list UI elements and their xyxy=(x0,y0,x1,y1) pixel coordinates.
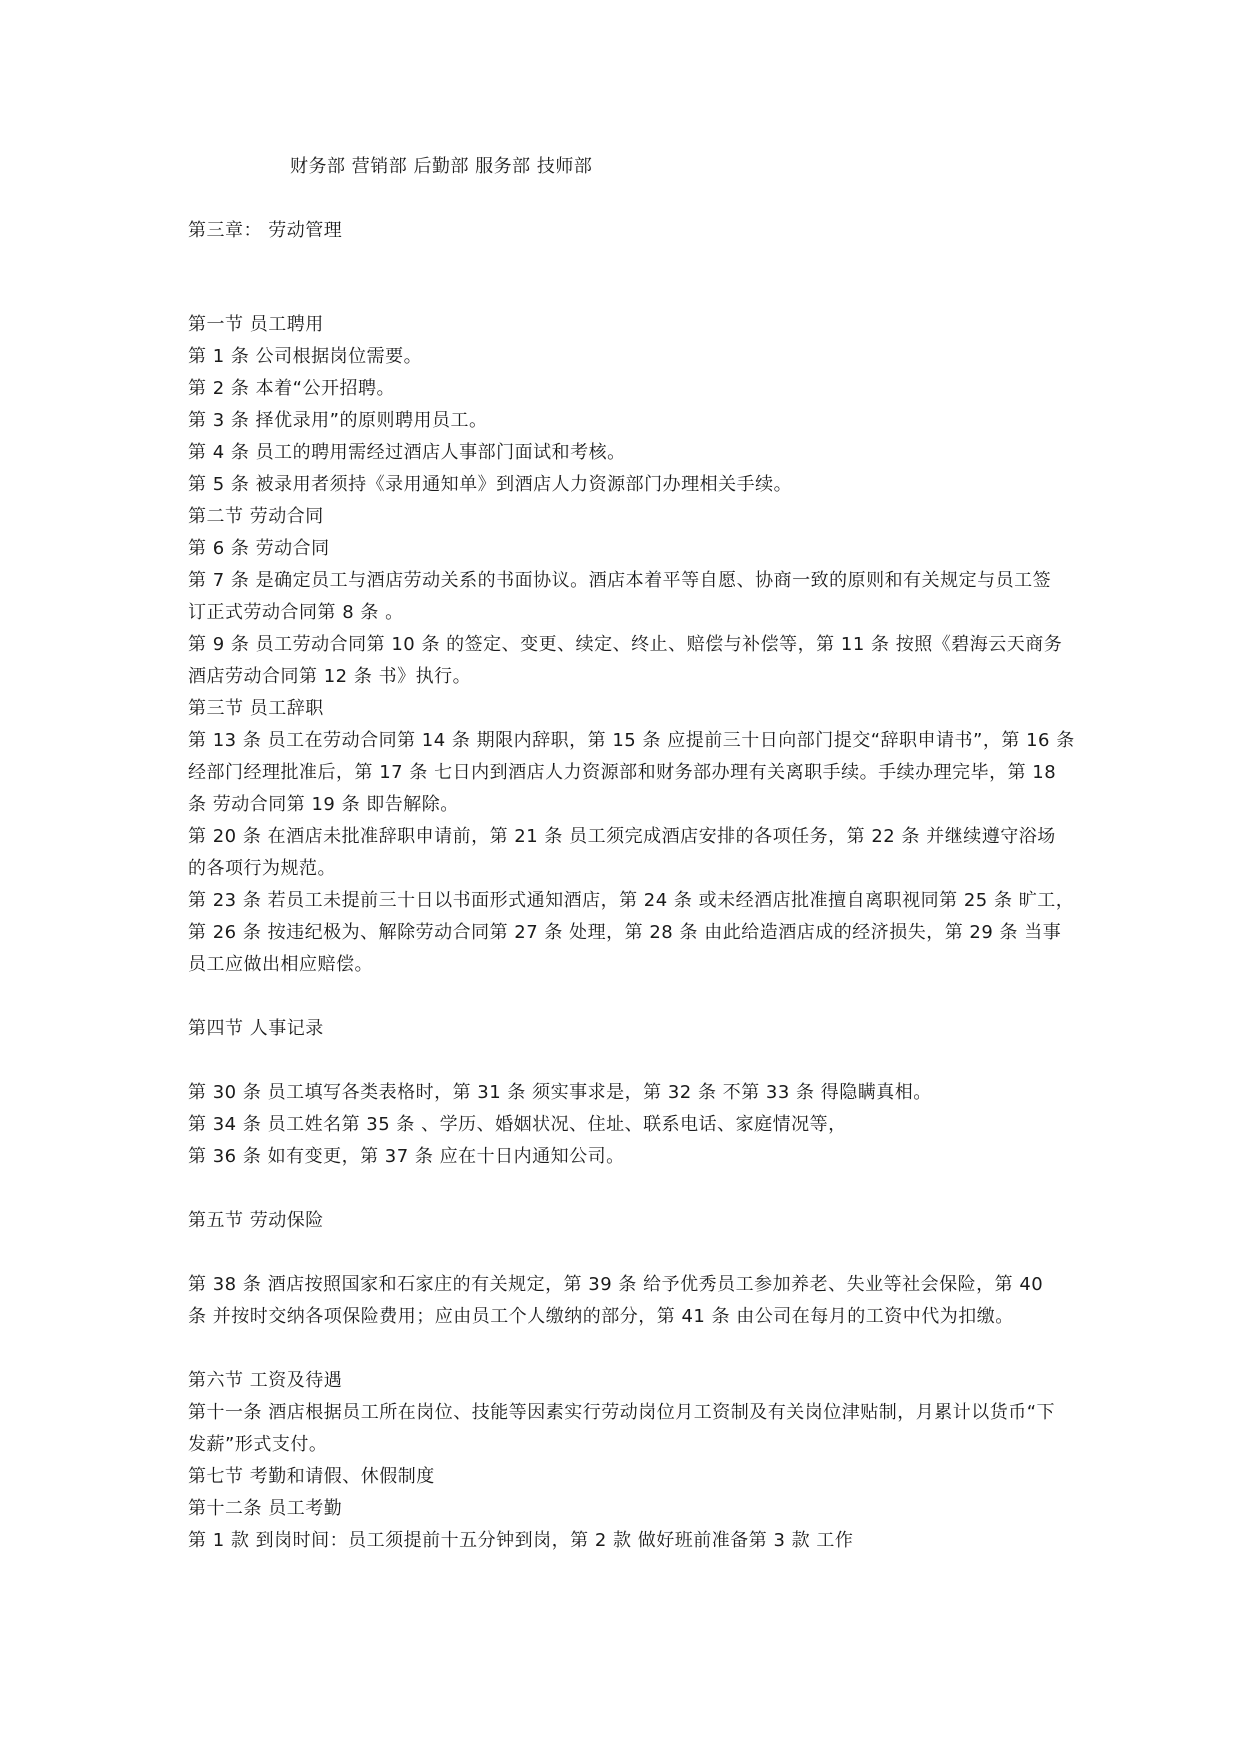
section-heading: 第四节 人事记录 xyxy=(188,1018,324,1039)
article-line: 条 并按时交纳各项保险费用；应由员工个人缴纳的部分，第 41 条 由公司在每月的工资中代为扣缴。 xyxy=(188,1306,1014,1327)
section-heading: 第三节 员工辞职 xyxy=(188,698,324,719)
article-line: 第 4 条 员工的聘用需经过酒店人事部门面试和考核。 xyxy=(188,442,626,463)
section-heading: 第五节 劳动保险 xyxy=(188,1210,324,1231)
article-line: 第 13 条 员工在劳动合同第 14 条 期限内辞职，第 15 条 应提前三十日向部门提交“辞职申请书”，第 16 条 xyxy=(188,730,1075,751)
article-line: 第 38 条 酒店按照国家和石家庄的有关规定，第 39 条 给予优秀员工参加养老、失业等社会保险，第 40 xyxy=(188,1274,1044,1295)
article-line: 第 6 条 劳动合同 xyxy=(188,538,330,559)
article-line: 第 1 条 公司根据岗位需要。 xyxy=(188,346,423,367)
section-heading: 第七节 考勤和请假、休假制度 xyxy=(188,1466,435,1487)
section-heading: 第六节 工资及待遇 xyxy=(188,1370,343,1391)
section-heading: 第二节 劳动合同 xyxy=(188,506,324,527)
article-line: 第 3 条 择优录用”的原则聘用员工。 xyxy=(188,410,488,431)
department-list: 财务部 营销部 后勤部 服务部 技师部 xyxy=(290,156,593,177)
article-line: 订正式劳动合同第 8 条 。 xyxy=(188,602,404,623)
article-line: 第 36 条 如有变更，第 37 条 应在十日内通知公司。 xyxy=(188,1146,625,1167)
article-line: 第 23 条 若员工未提前三十日以书面形式通知酒店，第 24 条 或未经酒店批准擅自离职视同第 25 条 旷工， xyxy=(188,890,1075,911)
section-heading: 第一节 员工聘用 xyxy=(188,314,324,335)
article-line: 员工应做出相应赔偿。 xyxy=(188,954,373,975)
article-line: 第 20 条 在酒店未批准辞职申请前，第 21 条 员工须完成酒店安排的各项任务，第 22 条 并继续遵守浴场 xyxy=(188,826,1056,847)
article-line: 经部门经理批准后，第 17 条 七日内到酒店人力资源部和财务部办理有关离职手续。手续办理完毕，第 18 xyxy=(188,762,1057,783)
article-line: 第 1 款 到岗时间：员工须提前十五分钟到岗，第 2 款 做好班前准备第 3 款 工作 xyxy=(188,1530,854,1551)
article-line: 条 劳动合同第 19 条 即告解除。 xyxy=(188,794,459,815)
article-line: 第十二条 员工考勤 xyxy=(188,1498,343,1519)
article-line: 第 5 条 被录用者须持《录用通知单》到酒店人力资源部门办理相关手续。 xyxy=(188,474,793,495)
article-line: 发薪”形式支付。 xyxy=(188,1434,328,1455)
article-line: 第 34 条 员工姓名第 35 条 、学历、婚姻状况、住址、联系电话、家庭情况等， xyxy=(188,1114,847,1135)
article-line: 第 26 条 按违纪极为、解除劳动合同第 27 条 处理，第 28 条 由此给造酒店成的经济损失，第 29 条 当事 xyxy=(188,922,1062,943)
article-line: 第 9 条 员工劳动合同第 10 条 的签定、变更、续定、终止、赔偿与补偿等，第 11 条 按照《碧海云天商务 xyxy=(188,634,1063,655)
article-line: 酒店劳动合同第 12 条 书》执行。 xyxy=(188,666,472,687)
article-line: 的各项行为规范。 xyxy=(188,858,336,879)
article-line: 第 2 条 本着“公开招聘。 xyxy=(188,378,395,399)
chapter-title: 第三章： 劳动管理 xyxy=(188,220,343,241)
article-line: 第十一条 酒店根据员工所在岗位、技能等因素实行劳动岗位月工资制及有关岗位津贴制，月累计以货币“下 xyxy=(188,1402,1056,1423)
article-line: 第 7 条 是确定员工与酒店劳动关系的书面协议。酒店本着平等自愿、协商一致的原则和有关规定与员工签 xyxy=(188,570,1052,591)
article-line: 第 30 条 员工填写各类表格时，第 31 条 须实事求是，第 32 条 不第 33 条 得隐瞒真相。 xyxy=(188,1082,932,1103)
